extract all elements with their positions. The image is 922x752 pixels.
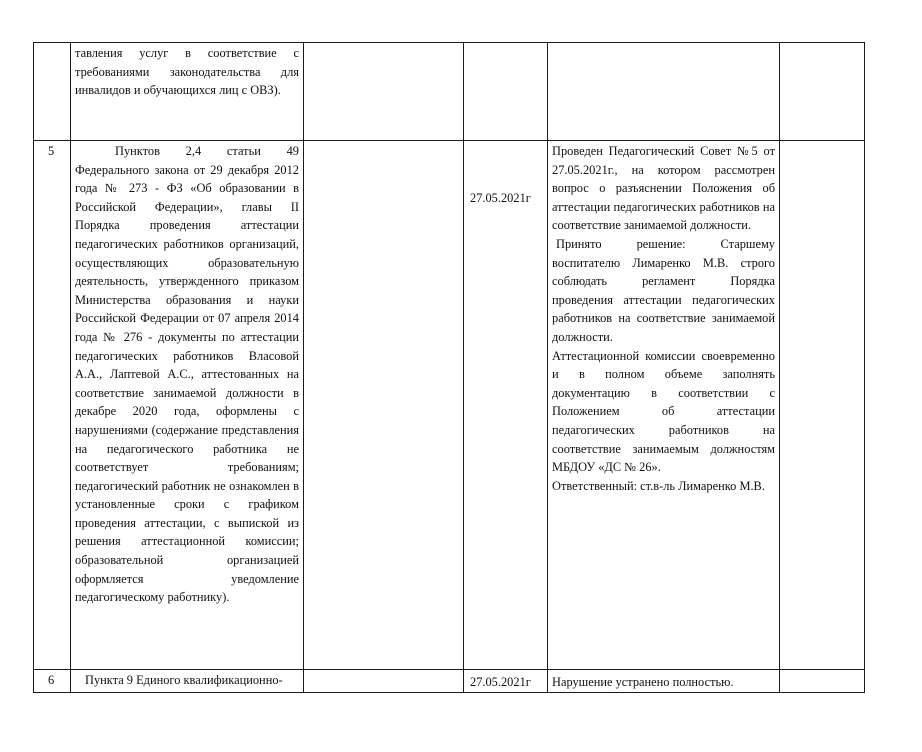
result-cell bbox=[548, 141, 780, 670]
requirement-text: Пункта 9 Единого квалификационно- bbox=[85, 673, 283, 687]
result-paragraph: Нарушение устранено полностью. bbox=[552, 675, 734, 689]
table-row bbox=[34, 141, 865, 670]
empty-cell bbox=[304, 141, 464, 670]
requirement-cell bbox=[71, 141, 304, 670]
date-cell bbox=[464, 670, 548, 693]
empty-cell bbox=[304, 43, 464, 141]
requirement-text: тавления услуг в соответствие с требованиями законодательства для инвалидов и обучающихся лиц с ОВЗ). bbox=[75, 46, 299, 98]
requirement-text: Пунктов 2,4 статьи 49 Федерального закона от 29 декабря 2012 года № 273 - ФЗ «Об образовании в Российской Федерации», главы II Порядка проведения аттестации педагогических работников организаций, осуществляющих образовательную деятельность, утвержденного приказом Министерства образования и науки Российской Федерации от 07 апреля 2014 года № 276 - документы по аттестации педагогических работников Власовой А.А., Лаптевой А.С., аттестованных на соответствие занимаемой должности в декабре 2020 года, оформлены с нарушениями (содержание представления на педагогического работника не соответствует требованиям; педагогический работник не ознакомлен в установленные сроки с графиком проведения аттестации, с выпиской из решения аттестационной комиссии; образовательной организацией оформляется уведомление педагогическому работнику). bbox=[75, 144, 299, 605]
result-cell bbox=[548, 43, 780, 141]
empty-cell bbox=[780, 43, 865, 141]
empty-cell bbox=[780, 670, 865, 693]
completion-date: 27.05.2021г bbox=[470, 675, 531, 689]
row-number-cell: 5 bbox=[34, 141, 71, 670]
result-paragraph: Аттестационной комиссии своевременно и в полном объеме заполнять документацию в соответствии с Положением об аттестации педагогических работников на соответствие занимаемым должностям МБДОУ «ДС № 26». bbox=[552, 348, 775, 475]
table-row bbox=[34, 43, 865, 141]
result-cell bbox=[548, 670, 780, 693]
empty-cell bbox=[304, 670, 464, 693]
empty-cell bbox=[780, 141, 865, 670]
table-row bbox=[34, 670, 865, 693]
date-cell bbox=[464, 43, 548, 141]
result-paragraph: Ответственный: ст.в-ль Лимаренко М.В. bbox=[552, 478, 765, 493]
result-paragraph: Проведен Педагогический Совет №5 от 27.05.2021г., на котором рассмотрен вопрос о разъяснении Положения об аттестации педагогических работников на соответствие занимаемой должности. bbox=[552, 144, 775, 233]
row-number-cell: 6 bbox=[34, 670, 71, 693]
requirement-cell bbox=[71, 43, 304, 141]
row-number-cell bbox=[34, 43, 71, 141]
violations-table bbox=[33, 42, 865, 693]
date-cell bbox=[464, 141, 548, 670]
result-paragraph: Принято решение: Старшему воспитателю Лимаренко М.В. строго соблюдать регламент Порядка проведения аттестации педагогических работников на соответствие занимаемой должности. bbox=[552, 236, 775, 344]
requirement-cell bbox=[71, 670, 304, 693]
completion-date: 27.05.2021г bbox=[470, 191, 531, 205]
